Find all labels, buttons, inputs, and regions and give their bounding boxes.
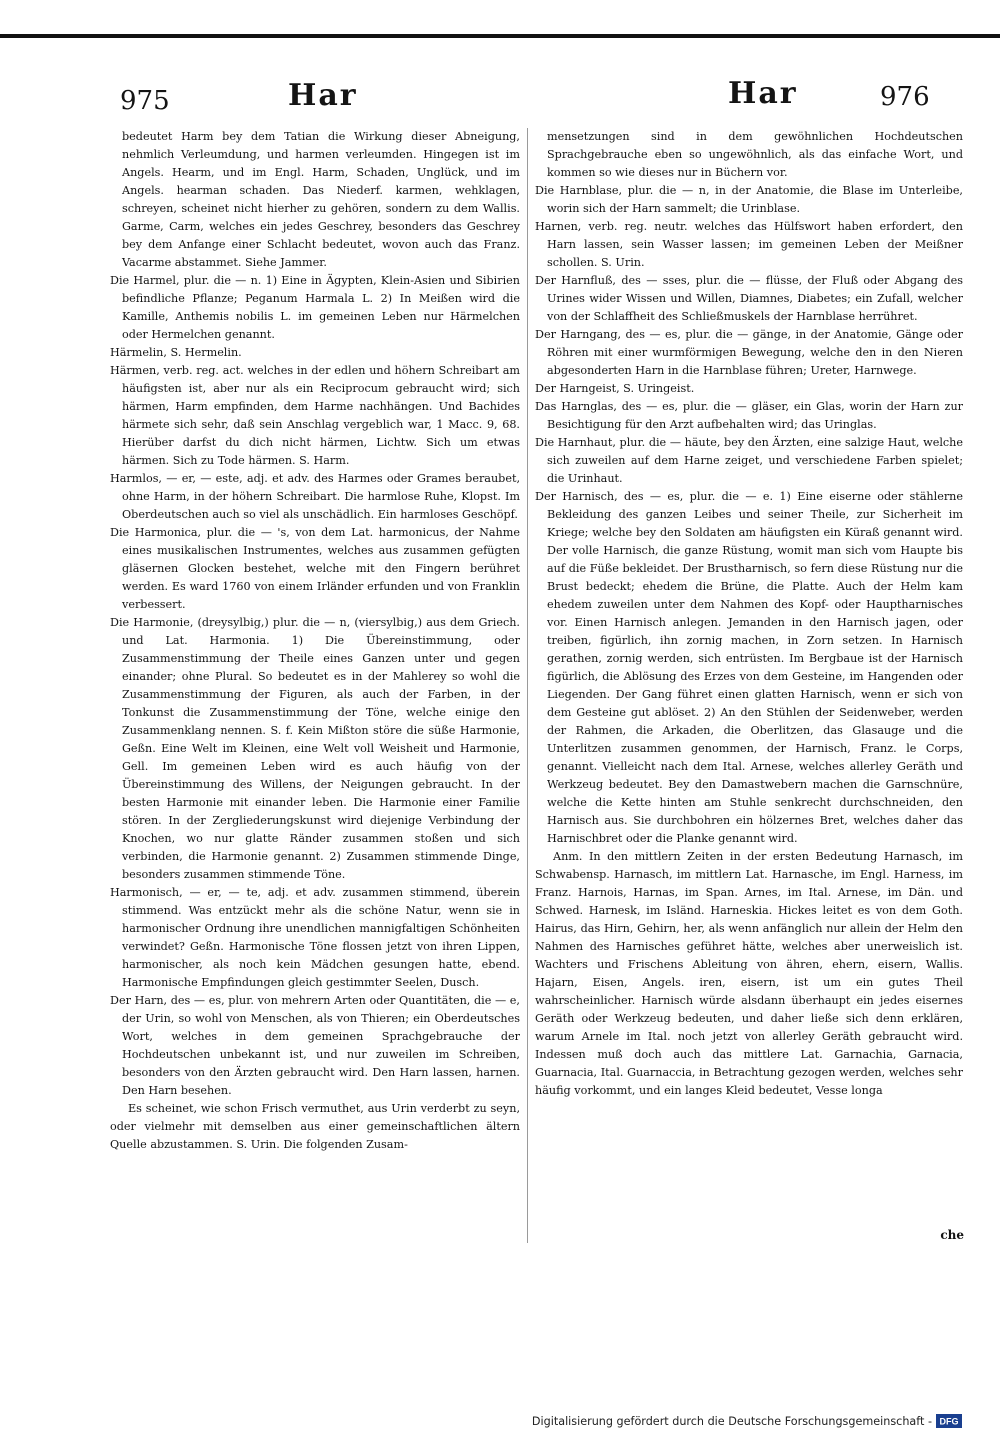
entry-harmel: Die Harmel, plur. die — n. 1) Eine in Ägypten, Klein-Asien und Sibirien befindliche Pflanze; Peganum Harmala L. 2) In Meißen wird die Kamille, Anthemis nobilis L. im gemeinen Leben nur Härmelchen oder Hermelchen genannt. (110, 274, 520, 341)
right-column (535, 128, 963, 1100)
entry-harnisch-note: Anm. In den mittlern Zeiten in der ersten Bedeutung Harnasch, im Schwabensp. Harnasch, im mittlern Lat. Harnasche, im Engl. Harness, im Franz. Harnois, Harnas, im Span. Arnes, im Ital. Arnese, im Dän. und Schwed. Harnesk, im Isländ. Harneskia. Hickes leitet es von dem Goth. Hairus, das Hirn, Gehirn, her, als wenn anfänglich nur allein der Helm den Nahmen des Harnisches geführet hätte, welches aber unerweislich ist. Wachters und Frischens Ableitung von ähren, ehern, eisern, Wallis. Hajarn, Eisen, Angels. iren, eisern, ist um ein gutes Theil wahrscheinlicher. Harnisch würde alsdann überhaupt ein jedes eisernes Geräth oder Werkzeug bedeuten, und daher ließe sich denn erklären, warum Arnele im Ital. noch jetzt von allerley Geräth gebraucht wird. Indessen muß doch auch das mittlere Lat. Garnachia, Garnacia, Guarnacia, Ital. Guarnaccia, in Betrachtung gezogen werden, welches sehr häufig vorkommt, und ein langes Kleid bedeutet, Vesse longa (535, 850, 963, 1097)
left-column (110, 128, 520, 1154)
scan-top-margin (0, 0, 1000, 36)
entry-harnisch: Der Harnisch, des — es, plur. die — e. 1) Eine eiserne oder stählerne Bekleidung des ganzen Leibes und seiner Theile, zur Sicherheit im Kriege; welche bey den Soldaten am häufigsten ein Küraß genannt wird. Der volle Harnisch, die ganze Rüstung, womit man sich vom Haupte bis auf die Füße bekleidet. Der Brustharnisch, so fern diese Rüstung nur die Brust bedeckt; ehedem die Brüne, die Platte. Auch der Helm kam ehedem zuweilen unter dem Nahmen des Kopf- oder Hauptharnisches vor. Einen Harnisch anlegen. Jemanden in den Harnisch jagen, oder treiben, figürlich, ihn zornig machen, in Zorn setzen. In Harnisch gerathen, zornig werden, sich entrüsten. Im Bergbaue ist der Harnisch figürlich, die Ablösung des Erzes von dem Gesteine, im Hangenden oder Liegenden. Der Gang führet einen glatten Harnisch, wenn er sich von dem Gesteine gut ablöset. 2) An den Stühlen der Seidenweber, werden der Rahmen, die Arkaden, die Oberlitzen, das Glasauge und die Unterlitzen zusammen genommen, der Harnisch, Franz. le Corps, genannt. Vielleicht nach dem Ital. Arnese, welches allerley Geräth und Werkzeug bedeutet. Bey den Damastwebern machen die Garnschnüre, welche die Kette hinten am Stuhle senkrecht durchschneiden, den Harnisch aus. Sie durchbohren ein hölzernes Bret, welches daher das Harnischbret oder die Planke genannt wird. (535, 490, 963, 845)
funding-credit: Digitalisierung gefördert durch die Deutsche Forschungsgemeinschaft - (531, 1414, 932, 1428)
entry-harnfluss: Der Harnfluß, des — sses, plur. die — flüsse, der Fluß oder Abgang des Urines wider Wissen und Willen, Diamnes, Diabetes; ein Zufall, welcher von der Schlaffheit des Schließmuskels der Harnblase herrühret. (535, 274, 963, 323)
entry-harnblase: Die Harnblase, plur. die — n, in der Anatomie, die Blase im Unterleibe, worin sich der Harn sammelt; die Urinblase. (535, 184, 963, 215)
right-running-headword: Har (728, 76, 798, 111)
left-page-number: 975 (120, 86, 170, 116)
entry-haermelin: Härmelin, S. Hermelin. (110, 346, 242, 359)
dfg-logo-graphic (936, 1414, 962, 1428)
dictionary-page (108, 70, 968, 1240)
entry-harn-note: Es scheinet, wie schon Frisch vermuthet, aus Urin verderbt zu seyn, oder vielmehr mit demselben aus einer gemeinschaftlichen ältern Quelle abzustammen. S. Urin. Die folgenden Zusam- (110, 1102, 520, 1151)
dfg-logo (936, 1414, 962, 1428)
entry-continuation: bedeutet Harm bey dem Tatian die Wirkung dieser Abneigung, nehmlich Verleumdung, und harmen verleumden. Hingegen ist im Angels. Hearm, und im Engl. Harm, Schaden, Unglück, und im Angels. hearman schaden. Das Niederf. karmen, wehklagen, schreyen, scheinet nicht hierher zu gehören, sondern zu dem Wallis. Garme, Carm, welches ein jedes Geschrey, besonders das Geschrey bey dem Anfange einer Schlacht bedeutet, wovon auch das Franz. Vacarme abstammet. Siehe Jammer. (122, 130, 520, 269)
digitization-footer (532, 1412, 962, 1430)
entry-harngeist: Der Harngeist, S. Uringeist. (535, 382, 695, 395)
entry-continuation-right: mensetzungen sind in dem gewöhnlichen Hochdeutschen Sprachgebrauche eben so ungewöhnlich, als das einfache Wort, und kommen so wie dieses nur in Büchern vor. (547, 130, 963, 179)
entry-harmonisch: Harmonisch, — er, — te, adj. et adv. zusammen stimmend, überein stimmend. Was entzückt mehr als die schöne Natur, wenn sie in harmonischer Ordnung ihre unendlichen mannigfaltigen Schönheiten verwindet? Geßn. Harmonische Töne flossen jetzt von ihren Lippen, harmonischer, als noch kein Mädchen gesungen hatte, ebend. Harmonische Empfindungen gleich gestimmter Seelen, Dusch. (110, 886, 520, 989)
entry-harnglas: Das Harnglas, des — es, plur. die — gläser, ein Glas, worin der Harn zur Besichtigung für den Arzt aufbehalten wird; das Uringlas. (535, 400, 963, 431)
entry-harnen: Harnen, verb. reg. neutr. welches das Hülfswort haben erfordert, den Harn lassen, sein Wasser lassen; im gemeinen Leben der Meißner schollen. S. Urin. (535, 220, 963, 269)
entry-harmonica: Die Harmonica, plur. die — 's, von dem Lat. harmonicus, der Nahme eines musikalischen Instrumentes, welches aus zusammen gefügten gläsernen Glocken bestehet, welche mit den Fingern berühret werden. Es ward 1760 von einem Irländer erfunden und von Franklin verbessert. (110, 526, 520, 611)
entry-harngang: Der Harngang, des — es, plur. die — gänge, in der Anatomie, Gänge oder Röhren mit einer wurmförmigen Bewegung, welche den in den Nieren abgesonderten Harn in die Harnblase führen; Ureter, Harnwege. (535, 328, 963, 377)
catchword: che (940, 1228, 964, 1242)
right-page-number: 976 (880, 82, 930, 112)
dfg-logo-text: DFG (939, 1416, 959, 1427)
column-divider (527, 128, 528, 1243)
entry-harnhaut: Die Harnhaut, plur. die — häute, bey den Ärzten, eine salzige Haut, welche sich zuweilen auf dem Harne zeiget, und verschiedene Farben spielet; die Urinhaut. (535, 436, 963, 485)
left-running-headword: Har (288, 78, 358, 113)
entry-haermen: Härmen, verb. reg. act. welches in der edlen und höhern Schreibart am häufigsten ist, aber nur als ein Reciprocum gebraucht wird; sich härmen, Harm empfinden, dem Harme nachhängen. Und Bachides härmete sich sehr, daß sein Anschlag vergeblich war, 1 Macc. 9, 68. Hierüber darfst du dich nicht härmen, Lichtw. Sich um etwas härmen. Sich zu Tode härmen. S. Harm. (110, 364, 520, 467)
entry-harn: Der Harn, des — es, plur. von mehrern Arten oder Quantitäten, die — e, der Urin, so wohl von Menschen, als von Thieren; ein Oberdeutsches Wort, welches in dem gemeinen Sprachgebrauche der Hochdeutschen unbekannt ist, und nur zuweilen im Schreiben, besonders von den Ärzten gebraucht wird. Den Harn lassen, harnen. Den Harn besehen. (110, 994, 520, 1097)
scan-top-rule (0, 34, 1000, 38)
entry-harmonie: Die Harmonie, (dreysylbig,) plur. die — n, (viersylbig,) aus dem Griech. und Lat. Harmonia. 1) Die Übereinstimmung, oder Zusammenstimmung der Theile eines Ganzen unter und gegen einander; ohne Plural. So bedeutet es in der Mahlerey so wohl die Zusammenstimmung der Figuren, als auch der Farben, in der Tonkunst die Zusammenstimmung der Töne, welche einige den Zusammenklang nennen. S. f. Kein Mißton störe die süße Harmonie, Geßn. Eine Welt im Kleinen, eine Welt voll Weisheit und Harmonie, Gell. Im gemeinen Leben wird es auch häufig von der Übereinstimmung des Willens, der Neigungen gebraucht. In der besten Harmonie mit einander leben. Die Harmonie einer Familie stören. In der Zergliederungskunst wird diejenige Verbindung der Knochen, wo nur glatte Ränder zusammen stoßen und sich verbinden, die Harmonie genannt. 2) Zusammen stimmende Dinge, besonders zusammen stimmende Töne. (110, 616, 520, 881)
entry-harmlos: Harmlos, — er, — este, adj. et adv. des Harmes oder Grames beraubet, ohne Harm, in der höhern Schreibart. Die harmlose Ruhe, Klopst. Im Oberdeutschen auch so viel als unschädlich. Ein harmloses Geschöpf. (110, 472, 520, 521)
